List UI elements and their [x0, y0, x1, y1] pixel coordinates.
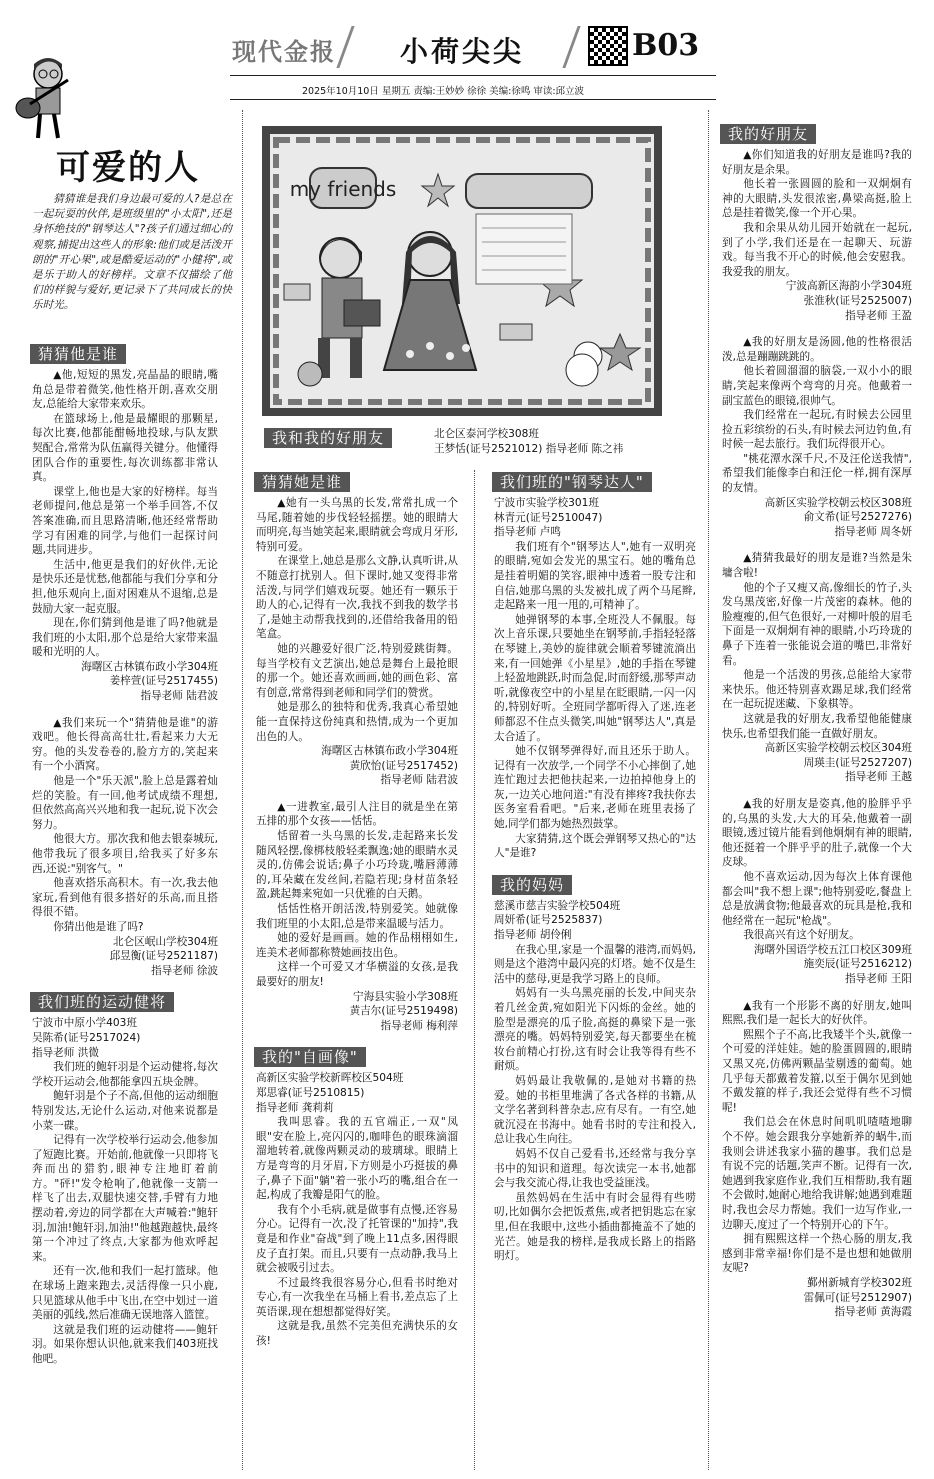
byline-teacher: 指导老师 王阳 [845, 973, 912, 986]
byline-student: 黄欣怡(证号2517452) [349, 759, 458, 772]
paragraph: 这就是我的好朋友,我希望他能健康快乐,也希望我们能一直做好朋友。 [722, 712, 912, 740]
column-4 [722, 122, 912, 1320]
paragraph: 现在,你们猜到他是谁了吗?他就是我们班的小太阳,那个总是给大家带来温暖和光明的人。 [32, 617, 218, 659]
section-title: 我的好朋友 [720, 124, 816, 144]
paragraph: "桃花潭水深千尺,不及汪伦送我情",希望我们能像李白和汪伦一样,拥有深厚的友情。 [722, 452, 912, 495]
byline-student: 雷佩可(证号2512907) [803, 1291, 912, 1304]
paragraph: 熙熙个子不高,比我矮半个头,就像一个可爱的洋娃娃。她的脸蛋圆圆的,眼睛又黑又亮,仿佛两颗晶莹剔透的葡萄。她几乎每天都戴着发箍,以至于偶尔见到她不戴发箍的样子,我还会觉得有些不习惯呢! [722, 1028, 912, 1114]
byline-teacher: 指导老师 陆君波 [380, 774, 458, 787]
paragraph: 记得有一次学校举行运动会,他参加了短跑比赛。开始前,他就像一只即将飞奔而出的猎豹,眼神专注地盯着前方。"砰!"发令枪响了,他就像一支箭一样飞了出去,双腿快速交替,手臂有力地摆动着,旁边的同学都在大声喊着:"鲍轩羽,加油!鲍轩羽,加油!"他越跑越快,最终第一个冲过了终点,大家都为他欢呼起来。 [32, 1134, 218, 1263]
byline-school: 高新区实验学校朝云校区308班 [764, 496, 912, 509]
paragraph: 不过最终我很容易分心,但看书时绝对专心,有一次我坐在马桶上看书,差点忘了上英语课,现在想想都觉得好笑。 [256, 1276, 458, 1318]
picture-school: 北仑区泰河学校308班 [434, 428, 539, 440]
paragraph: 虽然妈妈在生活中有时会显得有些唠叨,比如偶尔会把饭煮焦,或者把钥匙忘在家里,但在我眼中,这些小插曲都掩盖不了她的光芒。她是我的榜样,是我成长路上的指路明灯。 [494, 1191, 696, 1263]
column-3 [494, 470, 696, 1264]
byline-school: 北仑区岷山学校304班 [113, 935, 218, 948]
children-drawing [262, 126, 662, 416]
paragraph: 你猜出他是谁了吗? [53, 920, 144, 933]
masthead-divider-2 [562, 26, 580, 68]
paragraph: ▲你们知道我的好朋友是谁吗?我的好朋友是余果。 [722, 149, 912, 176]
section-title: 我的"自画像" [254, 1047, 366, 1067]
byline-student: 周瑛圭(证号2527207) [803, 756, 912, 769]
column-1 [32, 342, 218, 1367]
column-divider [708, 110, 709, 1470]
masthead-divider [336, 26, 354, 68]
paragraph: 他喜欢搭乐高积木。有一次,我去他家玩,看到他有很多搭好的乐高,而且搭得很不错。 [32, 877, 218, 919]
paragraph: ▲我的好朋友是汤圆,他的性格很活泼,总是蹦蹦跳跳的。 [722, 336, 912, 363]
byline-student: 张淮秋(证号2525007) [803, 294, 912, 307]
paragraph: ▲我们来玩一个"猜猜他是谁"的游戏吧。他长得高高壮壮,看起来力大无穷。他的头发卷卷的,脸方方的,笑起来有一个小酒窝。 [32, 716, 218, 773]
paragraph: 她的爱好是画画。她的作品栩栩如生,连美术老师都称赞她画技出色。 [256, 932, 458, 959]
paragraph: 我很高兴有这个好朋友。 [743, 929, 860, 942]
intro-text: 猜猜谁是我们身边最可爱的人?是总在一起玩耍的伙伴,是班级里的"小太阳",还是身怀绝技的"钢琴达人"?孩子们通过细心的观察,捕捉出这些人的形象:他们或是活泼开朗的"开心果",或是酷爱运动的"小健将",或是乐于助人的好榜样。文章不仅描绘了他们的样貌与爱好,更记录下了共同成长的快乐时光。 [32, 193, 232, 312]
byline-teacher: 指导老师 洪微 [32, 1046, 99, 1059]
byline-school: 高新区实验学校新晖校区504班 [256, 1072, 404, 1085]
byline-school: 宁海县实验小学308班 [353, 990, 458, 1003]
paragraph: 这就是我们班的运动健将——鲍轩羽。如果你想认识他,就来我们403班找他吧。 [32, 1323, 218, 1365]
paragraph: 鲍轩羽是个子不高,但他的运动细胞特别发达,无论什么运动,对他来说都是小菜一碟。 [32, 1090, 218, 1132]
byline-teacher: 指导老师 胡伶俐 [494, 929, 572, 942]
byline-school: 宁波高新区海韵小学304班 [785, 280, 912, 293]
page-number: B03 [632, 28, 700, 63]
byline-teacher: 指导老师 黄海霞 [834, 1306, 912, 1319]
paragraph: 恬留着一头乌黑的长发,走起路来长发随风轻摆,像梆枝般轻柔飘逸;她的眼睛水灵灵的,仿佛会说话;鼻子小巧玲珑,嘴唇薄薄的,耳朵藏在发丝间,若隐若现;身材苗条轻盈,跳起舞来宛如一只优雅的白天鹅。 [256, 830, 458, 901]
paragraph: ▲我有一个形影不离的好朋友,她叫熙熙,我们是一起长大的好伙伴。 [722, 999, 912, 1027]
paragraph: 她是那么的独特和优秀,我真心希望她能一直保持这份纯真和热情,成为一个更加出色的人。 [256, 701, 458, 743]
byline-student: 郑思睿(证号2510815) [256, 1086, 365, 1099]
byline-teacher: 指导老师 陆君波 [140, 690, 218, 703]
paragraph: 大家猜猜,这个既会弹钢琴又热心的"达人"是谁? [494, 832, 696, 860]
byline-school: 宁波市实验学校301班 [494, 497, 599, 509]
byline-teacher: 指导老师 卢鸣 [494, 526, 561, 539]
paragraph: 我们班的鲍轩羽是个运动健将,每次学校开运动会,他都能拿四五块金牌。 [32, 1061, 218, 1088]
byline-teacher: 指导老师 王越 [845, 771, 912, 784]
paragraph: 在课堂上,她总是那么文静,认真听讲,从不随意打扰别人。但下课时,她又变得非常活泼,与同学们嬉戏玩耍。她还有一颗乐于助人的心,记得有一次,我找不到我的数学书了,是她主动帮我找到的,还借给我备用的铅笔盒。 [256, 555, 458, 641]
byline-student: 周妍希(证号2525837) [494, 914, 603, 927]
masthead-rule [230, 75, 716, 76]
column-divider [242, 110, 243, 1470]
paragraph: ▲他,短短的黑发,亮晶晶的眼睛,嘴角总是带着微笑,他性格开朗,喜欢交朋友,总能给大家带来欢乐。 [32, 369, 218, 411]
paragraph: 她的兴趣爱好很广泛,特别爱跳街舞。每当学校有文艺演出,她总是舞台上最抢眼的那一个。她还喜欢画画,她的画色彩、富有创意,常常得到老师和同学们的赞赏。 [256, 642, 458, 699]
dateline: 2025年10月10日 星期五 责编:王妙妙 徐徐 美编:徐鸣 审读:邱立波 [302, 86, 585, 97]
byline-school: 鄞州新城育学校302班 [807, 1276, 912, 1289]
drawing-title: my friends [289, 177, 397, 201]
byline-student: 俞文希(证号2527276) [803, 511, 912, 524]
byline-student: 姜梓萱(证号2517455) [109, 675, 218, 688]
paragraph: 我叫思睿。我的五官端正,一双"凤眼"安在脸上,亮闪闪的,咖啡色的眼珠滴溜溜地转着,就像两颗灵动的玻璃球。眼睛上方是弯弯的月牙眉,下方则是小巧挺拔的鼻子,鼻子下面"躺"着一张小巧的嘴,组合在一起,构成了我瓣是阳气的脸。 [256, 1116, 458, 1202]
section-title: 猜猜她是谁 [254, 472, 350, 492]
paragraph: 课堂上,他也是大家的好榜样。每当老师提问,他总是第一个举手回答,不仅答案准确,而且思路清晰,他还经常帮助学习有困难的同学,与他们一起探讨问题,共同进步。 [32, 485, 218, 557]
byline-student: 吴陈希(证号2517024) [32, 1031, 141, 1044]
byline-student: 施奕辰(证号2516212) [803, 958, 912, 971]
byline-student: 林青元(证号2510047) [494, 511, 603, 524]
paragraph: 我们班有个"钢琴达人",她有一双明亮的眼睛,宛如会发光的黑宝石。她的嘴角总是挂着明媚的笑容,眼神中透着一股专注和自信,她那乌黑的头发被扎成了两个马尾辫,走起路来一甩一甩的,可精神了。 [494, 540, 696, 612]
paragraph: 妈妈有一头乌黑亮丽的长发,中间夹杂着几丝金黄,宛如阳光下闪烁的金丝。她的脸型是漂亮的瓜子脸,高挺的鼻梁下是一张漂亮的嘴。妈妈特别爱笑,每天都要坐在梳妆台前精心打扮,这有时会让我等得有些不耐烦。 [494, 987, 696, 1073]
guitar-boy-illustration [10, 52, 80, 142]
byline-school: 海曙区古林镇布政小学304班 [321, 745, 458, 758]
paragraph: 我和余果从幼儿园开始就在一起玩,到了小学,我们还是在一起聊天、玩游戏。每当我不开心的时候,他会安慰我。我爱我的朋友。 [722, 221, 912, 278]
column-divider [474, 470, 475, 1470]
byline-student: 邱昱衡(证号2521187) [109, 950, 218, 963]
paper-name: 现代金报 [232, 37, 336, 66]
paragraph: 他长着一张圆圆的脸和一双炯炯有神的大眼睛,头发很浓密,鼻梁高挺,脸上总是挂着微笑,像一个开心果。 [722, 178, 912, 220]
byline-teacher: 指导老师 梅利萍 [380, 1019, 458, 1032]
paragraph: 他很大方。那次我和他去银泰城玩,他带我玩了很多项目,给我买了好多东西,还说:"别客气。" [32, 833, 218, 875]
section-title: 我们班的运动健将 [30, 992, 174, 1012]
byline-school: 慈溪市慈吉实验学校504班 [494, 899, 621, 912]
byline-teacher: 指导老师 徐波 [151, 964, 218, 977]
paragraph: 恬恬性格开朗活泼,特别爱笑。她就像我们班里的小太阳,总是带来温暖与活力。 [256, 903, 458, 930]
qr-code-icon [588, 26, 628, 66]
column-name: 小荷尖尖 [400, 35, 525, 68]
picture-caption-tag: 我和我的好朋友 [264, 428, 392, 448]
paragraph: ▲猜猜我最好的朋友是谁?当然是朱墉含啦! [722, 552, 912, 580]
byline-teacher: 指导老师 龚莉莉 [256, 1101, 334, 1114]
dateline-rule [230, 99, 716, 100]
paragraph: 妈妈不仅自己爱看书,还经常与我分享书中的知识和道理。每次读完一本书,她都会与我交流心得,让我也受益匪浅。 [494, 1147, 696, 1190]
section-title: 猜猜他是谁 [30, 344, 126, 364]
section-title: 我的妈妈 [492, 875, 572, 895]
paragraph: 我有个小毛病,就是做事有点慢,还容易分心。记得有一次,没了托管课的"加持",我竟是和作业"奋战"到了晚上11点多,困得眼皮子直打架。而且,只要有一点动静,我马上就会被吸引过去。 [256, 1203, 458, 1275]
byline-school: 海曙外国语学校五江口校区309班 [754, 943, 912, 956]
byline-school: 宁波市中原小学403班 [32, 1017, 137, 1030]
intro-title: 可爱的人 [56, 148, 200, 188]
paragraph: 她弹钢琴的本事,全班没人不佩服。每次上音乐课,只要她坐在钢琴前,手指轻轻落在琴键上,美妙的旋律就会顺着琴键流淌出来,有一回她弹《小星星》,她的手指在琴键上轻盈地跳跃,时而急促,时而舒缓,那琴声动听,就像夜空中的小星星在眨眼睛,一闪一闪的,特别好听。全班同学都听得入了迷,连老师都忍不住点头微笑,叫她"钢琴达人",真是太合适了。 [494, 613, 696, 743]
paragraph: 他的个子又瘦又高,像细长的竹子,头发乌黑茂密,好像一片茂密的森林。他的脸瘦瘦的,但气色很好,一对柳叶般的眉毛下面是一双炯炯有神的眼睛,小巧玲珑的鼻子下连着一张能说会道的嘴巴,非常好看。 [722, 581, 912, 667]
picture-student: 王梦恬(证号2521012) 指导老师 陈之祎 [434, 443, 624, 455]
paragraph: 在篮球场上,他是最耀眼的那颗星,每次比赛,他都能酣畅地投球,与队友默契配合,常常为队伍赢得关键分。他懂得团队合作的重要性,每次训练都非常认真。 [32, 412, 218, 484]
paragraph: 妈妈最让我敬佩的,是她对书籍的热爱。她的书柜里堆满了各式各样的书籍,从文学名著到科普杂志,应有尽有。一有空,她就沉浸在书海中。她看书时的专注和投入,总让我心生向往。 [494, 1074, 696, 1146]
paragraph: 在我心里,家是一个温馨的港湾,而妈妈,则是这个港湾中最闪亮的灯塔。她不仅是生活中的慈母,更是我学习路上的良师。 [494, 943, 696, 985]
paragraph: 他是一个活泼的男孩,总能给大家带来快乐。他还特别喜欢踢足球,我们经常在一起玩捉迷藏、下象棋等。 [722, 669, 912, 711]
column-2 [256, 470, 458, 1349]
paragraph: 生活中,他更是我们的好伙伴,无论是快乐还是忧愁,他都能与我们分享和分担,他乐观向上,面对困难从不退缩,总是鼓励大家一起克服。 [32, 558, 218, 615]
paragraph: 他不喜欢运动,因为每次上体育课他都会叫"我不想上课";他特别爱吃,餐盘上总是放满食物;他最喜欢的玩具是枪,我和他经常在一起玩"枪战"。 [722, 870, 912, 927]
paragraph: 我们经常在一起玩,有时候去公园里捡五彩缤纷的石头,有时候去河边钓鱼,有时候一起去旅行。我们玩得很开心。 [722, 409, 912, 451]
paragraph: 我们总会在休息时间叽叽喳喳地聊个不停。她会跟我分享她新养的蜗牛,而我则会讲述我家小猫的趣事。我们总是有说不完的话题,笑声不断。记得有一次,她遇到我家庭作业,我们互相帮助,我有题不会做时,她耐心地给我讲解;她遇到难题时,我也会尽力帮她。我们一边写作业,一边聊天,度过了一个特别开心的下午。 [722, 1116, 912, 1231]
paragraph: ▲她有一头乌黑的长发,常常扎成一个马尾,随着她的步伐轻轻摇摆。她的眼睛大而明亮,每当她笑起来,眼睛就会弯成月牙形,特别可爱。 [256, 497, 458, 553]
byline-teacher: 指导老师 王盈 [845, 309, 912, 322]
paragraph: 他是一个"乐天派",脸上总是露着灿烂的笑脸。有一回,他考试成绩不理想,但依然高高兴兴地和我一起玩,说下次会努力。 [32, 775, 218, 831]
byline-teacher: 指导老师 周冬妍 [834, 525, 912, 538]
paragraph: 拥有熙熙这样一个热心肠的朋友,我感到非常幸福!你们是不是也想和她做朋友呢? [722, 1233, 912, 1275]
section-title: 我们班的"钢琴达人" [492, 472, 652, 492]
paragraph: ▲我的好朋友是姿真,他的脸胖乎乎的,乌黑的头发,大大的耳朵,他戴着一副眼镜,透过镜片能看到他炯炯有神的眼睛,他还挺着一个胖乎乎的肚子,就像一个大皮球。 [722, 797, 912, 869]
paragraph: 他长着圆溜溜的脑袋,一双小小的眼睛,笑起来像两个弯弯的月亮。他戴着一副宝蓝色的眼镜,很帅气。 [722, 365, 912, 407]
byline-school: 海曙区古林镇布政小学304班 [81, 660, 218, 673]
paragraph: 这就是我,虽然不完美但充满快乐的女孩! [256, 1320, 458, 1348]
paragraph: 这样一个可爱又才华横溢的女孩,是我最要好的朋友! [256, 961, 458, 988]
byline-student: 黄吉尔(证号2519498) [349, 1005, 458, 1018]
paragraph: 还有一次,他和我们一起打篮球。他在球场上跑来跑去,灵活得像一只小鹿,只见篮球从他手中飞出,在空中划过一道美丽的弧线,然后准确无误地落入篮筐。 [32, 1265, 218, 1322]
paragraph: 她不仅钢琴弹得好,而且还乐于助人。记得有一次放学,一个同学不小心摔倒了,她连忙跑过去把他扶起来,一边拍掉他身上的灰,一边关心地问道:"有没有摔疼?我扶你去医务室看看吧。"后来,老师在班里表扬了她,同学们都为她热烈鼓掌。 [494, 745, 696, 831]
paragraph: ▲一进教室,最引人注目的就是坐在第五排的那个女孩——恬恬。 [256, 800, 458, 828]
byline-school: 高新区实验学校朝云校区304班 [764, 742, 912, 755]
